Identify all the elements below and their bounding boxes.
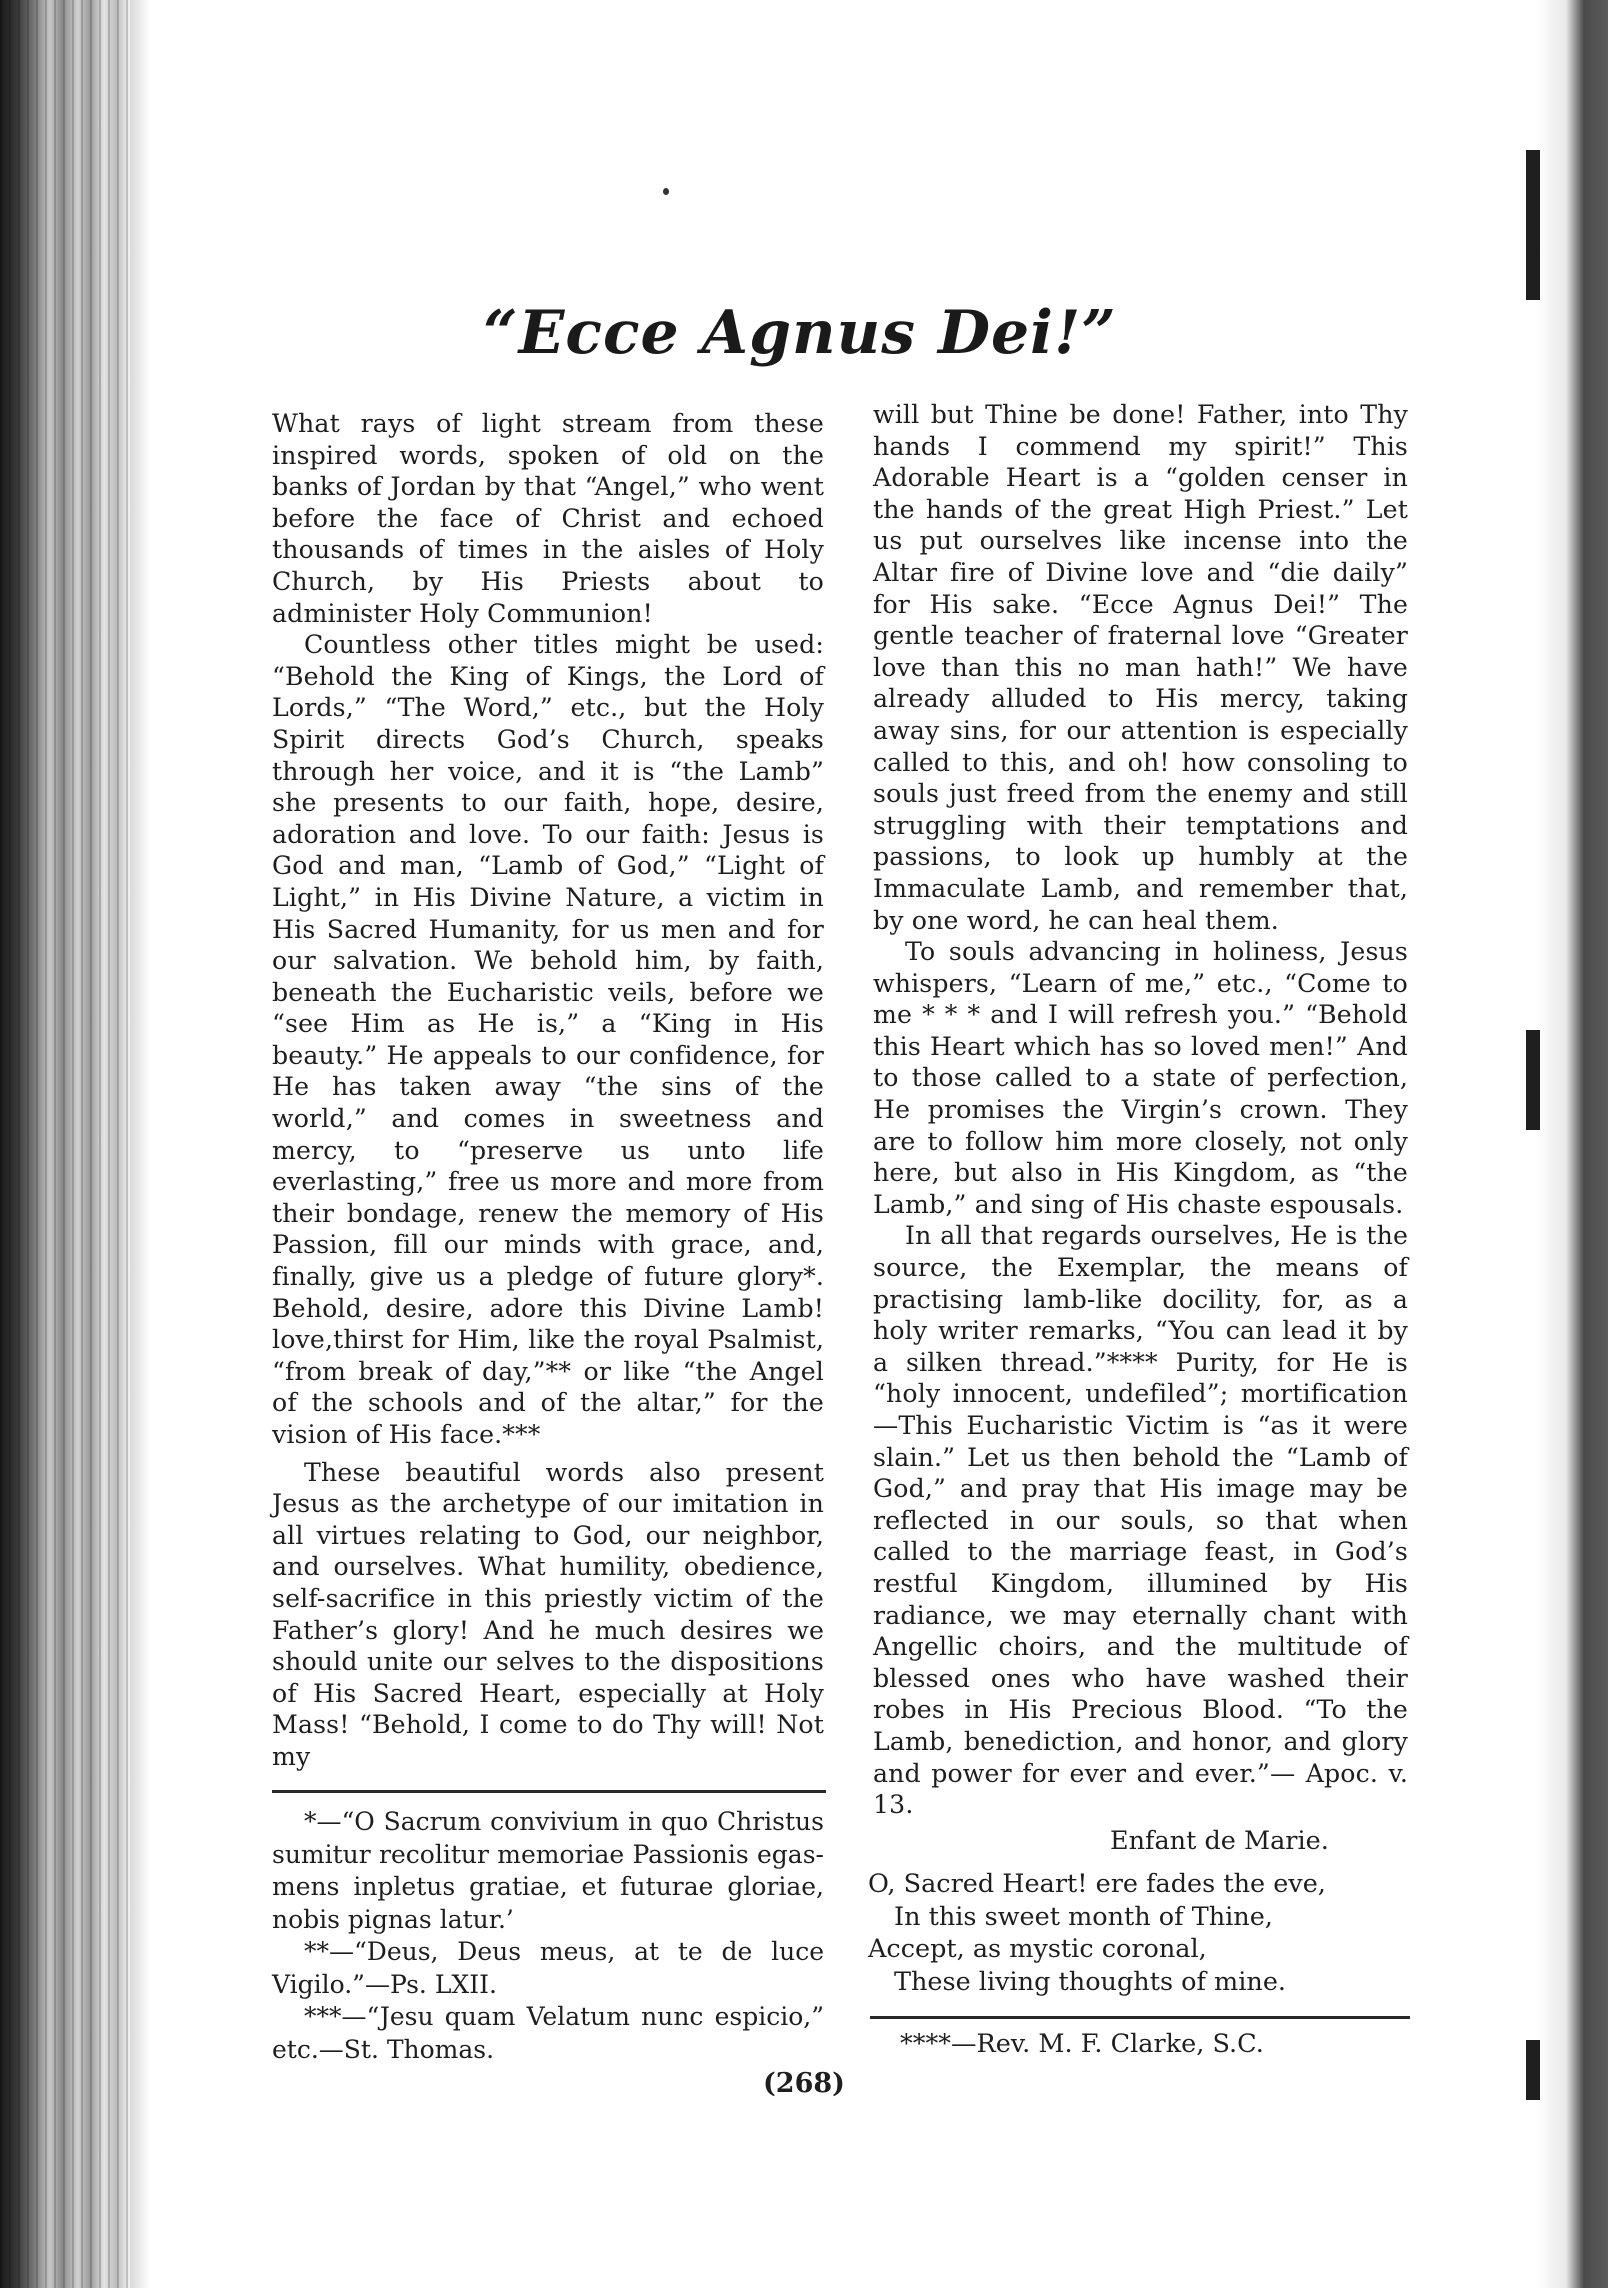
left-column: [272, 408, 824, 1773]
paragraph: To souls advancing in holiness, Jesus whispers, “Learn of me,” etc., “Come to me * * * and I will refresh you.” “Behold this Heart which has so loved men!” And to those called to a state of perfection, He promises the Virgin’s crown. They are to follow him more closely, not only here, but also in His Kingdom, as “the Lamb,” and sing of His chaste espousals.: [873, 937, 1408, 1219]
footnote: **—“Deus, Deus meus, at te de luce Vigilo.”—Ps. LXII.: [272, 1937, 824, 1999]
edge-mark: [1526, 1030, 1540, 1130]
poem-line: These living thoughts of mine.: [894, 1966, 1287, 1997]
poem-line: Accept, as mystic coronal,: [868, 1934, 1207, 1965]
signature: Enfant de Marie.: [1110, 1826, 1329, 1856]
paragraph: Countless other titles might be used: “Behold the King of Kings, the Lord of Lords,” “The Word,” etc., but the Holy Spirit directs God’s Church, speaks through her voice, and it is “the Lamb” she presents to our faith, hope, desire, adoration and love. To our faith: Jesus is God and man, “Lamb of God,” “Light of Light,” in His Divine Nature, a victim in His Sacred Humanity, for us men and for our salvation. We behold him, by faith, beneath the Eucharistic veils, before we “see Him as He is,” a “King in His beauty.” He appeals to our confidence, for He has taken away “the sins of the world,” and comes in sweetness and mercy, to “preserve us unto life everlasting,” free us more and more from their bondage, renew the memory of His Passion, fill our minds with grace, and, finally, give us a pledge of future glory*. Behold, desire, adore this Divine Lamb! love,thirst for Him, like the royal Psalmist, “from break of day,”** or like “the Angel of the schools and of the altar,” for the vision of His face.***: [272, 630, 824, 1449]
page-right-edge: [1536, 0, 1608, 2288]
paragraph: In all that regards ourselves, He is the source, the Exemplar, the means of practising lamb-like docility, for, as a holy writer remarks, “You can lead it by a silken thread.”**** Purity, for He is “holy innocent, undefiled”; mortification—This Eucharistic Victim is “as it were slain.” Let us then behold the “Lamb of God,” and pray that His image may be reflected in our souls, so that when called to the marriage feast, in God’s restful Kingdom, illumined by His radiance, we may eternally chant with Angellic choirs, and the multitude of blessed ones who have washed their robes in His Precious Blood. “To the Lamb, benediction, and honor, and glory and power for ever and ever.”— Apoc. v. 13.: [873, 1221, 1408, 1820]
gutter-shadow: [130, 0, 150, 2288]
footnotes-left: [272, 1806, 824, 2066]
paragraph: will but Thine be done! Father, into Thy hands I commend my spirit!” This Adorable Heart is a “golden censer in the hands of the great High Priest.” Let us put ourselves like incense into the Altar fire of Divine love and “die daily” for His sake. “Ecce Agnus Dei!” The gentle teacher of fraternal love “Greater love than this no man hath!” We have already alluded to His mercy, taking away sins, for our attention is especially called to this, and oh! how consoling to souls just freed from the enemy and still struggling with their temptations and passions, to look up humbly at the Immaculate Lamb, and remember that, by one word, he can heal them.: [873, 400, 1408, 935]
poem-line: In this sweet month of Thine,: [894, 1901, 1273, 1932]
edge-mark: [1526, 150, 1540, 300]
paragraph: These beautiful words also present Jesus as the archetype of our imitation in all virtues relating to God, our neighbor, and ourselves. What humility, obedience, self-sacrifice in this priestly victim of the Father’s glory! And he much desires we should unite our selves to the dispositions of His Sacred Heart, especially at Holy Mass! “Behold, I come to do Thy will! Not my: [272, 1457, 824, 1771]
ink-speck: [663, 188, 669, 195]
page-number: (268): [763, 2068, 845, 2099]
footnote-divider: [272, 1790, 826, 1793]
footnote-right: ****—Rev. M. F. Clarke, S.C.: [900, 2029, 1264, 2059]
poem-line: O, Sacred Heart! ere fades the eve,: [868, 1869, 1326, 1899]
footnote: ***—“Jesu quam Velatum nunc espicio,” etc.—St. Thomas.: [272, 2002, 824, 2064]
footnote: *—“O Sacrum convivium in quo Christus sumitur recolitur memoriae Passionis egas-mens inpletus gratiae, et futurae gloriae, nobis pignas latur.’: [272, 1807, 824, 1934]
book-binding-edge: [0, 0, 130, 2288]
footnote-divider: [870, 2016, 1410, 2019]
paragraph: What rays of light stream from these inspired words, spoken of old on the banks of Jordan by that “Angel,” who went before the face of Christ and echoed thousands of times in the aisles of Holy Church, by His Priests about to administer Holy Communion!: [272, 409, 824, 628]
article-title: “Ecce Agnus Dei!”: [483, 298, 1117, 368]
poem: [868, 1868, 1326, 1998]
right-column: [873, 399, 1408, 1821]
